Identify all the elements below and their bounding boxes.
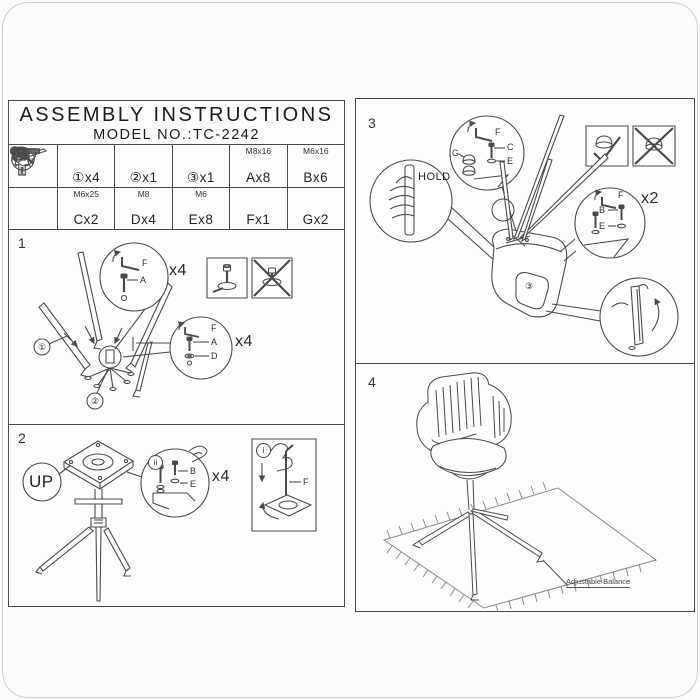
screw-a-label: A bbox=[211, 337, 218, 347]
washer-e-label: E bbox=[507, 156, 514, 166]
up-label: UP bbox=[29, 472, 54, 491]
screw-b-label: B bbox=[599, 205, 606, 215]
tool-f-label: F bbox=[618, 190, 624, 200]
step3-panel bbox=[355, 98, 695, 364]
part-label: Fx1 bbox=[246, 212, 271, 228]
model-number: MODEL NO.:TC-2242 bbox=[93, 127, 260, 143]
cap-g-label: G bbox=[452, 148, 460, 158]
incorrect-cap-box bbox=[633, 126, 675, 166]
part1-ref: ① bbox=[38, 342, 47, 352]
page-title: ASSEMBLY INSTRUCTIONS bbox=[19, 104, 334, 126]
header-panel bbox=[8, 100, 345, 230]
step4-panel bbox=[355, 363, 695, 612]
quantity-x4: x4 bbox=[212, 468, 230, 485]
quantity-x2: x2 bbox=[641, 190, 659, 207]
part-label: ③x1 bbox=[187, 170, 215, 186]
part-cell-allen-key bbox=[229, 187, 286, 229]
screw-c-label: C bbox=[507, 142, 514, 152]
clock-cell bbox=[9, 187, 57, 229]
tool-f-label: F bbox=[142, 258, 148, 268]
parts-table bbox=[9, 144, 344, 229]
correct-assembly-box bbox=[207, 258, 247, 298]
part-label: ①x4 bbox=[72, 170, 101, 186]
part-label: Bx6 bbox=[303, 170, 329, 186]
screw-b-label: B bbox=[190, 466, 197, 476]
washer-d-label: D bbox=[211, 351, 218, 361]
part-cell-glide-cap bbox=[287, 187, 344, 229]
part-label: Ax8 bbox=[246, 170, 271, 186]
screw-a-label: A bbox=[140, 275, 147, 285]
part-label: Cx2 bbox=[73, 212, 99, 228]
adjustable-balance-label: Adjustable Balance bbox=[566, 577, 631, 586]
part-cell-bolt-a bbox=[229, 145, 286, 187]
part-cell-seat bbox=[172, 145, 229, 187]
inset-i-ref: i bbox=[256, 443, 271, 458]
part-label: Ex8 bbox=[188, 212, 214, 228]
part-cell-washer-e bbox=[172, 187, 229, 229]
quantity-x4: x4 bbox=[169, 262, 187, 279]
tool-f-label: F bbox=[303, 477, 309, 487]
part-label: Gx2 bbox=[302, 212, 329, 228]
step3-drawing bbox=[356, 99, 696, 365]
part-label: Dx4 bbox=[130, 212, 157, 228]
callout-ii-ref: ii bbox=[148, 455, 163, 470]
part2-ref: ② bbox=[91, 396, 100, 406]
step1-panel bbox=[8, 229, 345, 425]
quantity-x4: x4 bbox=[235, 333, 253, 350]
step3-number: 3 bbox=[368, 115, 376, 131]
step2-panel bbox=[8, 424, 345, 607]
washer-e-label: E bbox=[190, 479, 197, 489]
part-cell-hub bbox=[114, 145, 171, 187]
step4-drawing bbox=[356, 364, 696, 613]
part-cell-washer-d bbox=[114, 187, 171, 229]
part-cell-leg bbox=[57, 145, 114, 187]
step1-drawing bbox=[9, 230, 346, 426]
tool-f-label: F bbox=[495, 127, 501, 137]
bolt-spec: M6x16 bbox=[303, 146, 329, 156]
step4-number: 4 bbox=[368, 374, 376, 390]
incorrect-assembly-box bbox=[252, 258, 292, 298]
correct-cap-box bbox=[586, 126, 628, 166]
step1-number: 1 bbox=[18, 235, 26, 251]
washer-spec: M6 bbox=[195, 189, 207, 199]
bolt-spec: M6x25 bbox=[73, 189, 99, 199]
step2-drawing bbox=[9, 425, 346, 608]
part-label: ②x1 bbox=[129, 170, 158, 186]
bolt-spec: M8x16 bbox=[245, 146, 272, 156]
hold-label: HOLD bbox=[418, 171, 451, 183]
step2-number: 2 bbox=[18, 430, 26, 446]
part3-ref: ③ bbox=[525, 281, 534, 291]
tool-f-label: F bbox=[211, 323, 217, 333]
washer-e-label: E bbox=[599, 221, 606, 231]
washer-spec: M8 bbox=[137, 189, 150, 199]
part-cell-bolt-c bbox=[57, 187, 114, 229]
part-cell-bolt-b bbox=[287, 145, 344, 187]
